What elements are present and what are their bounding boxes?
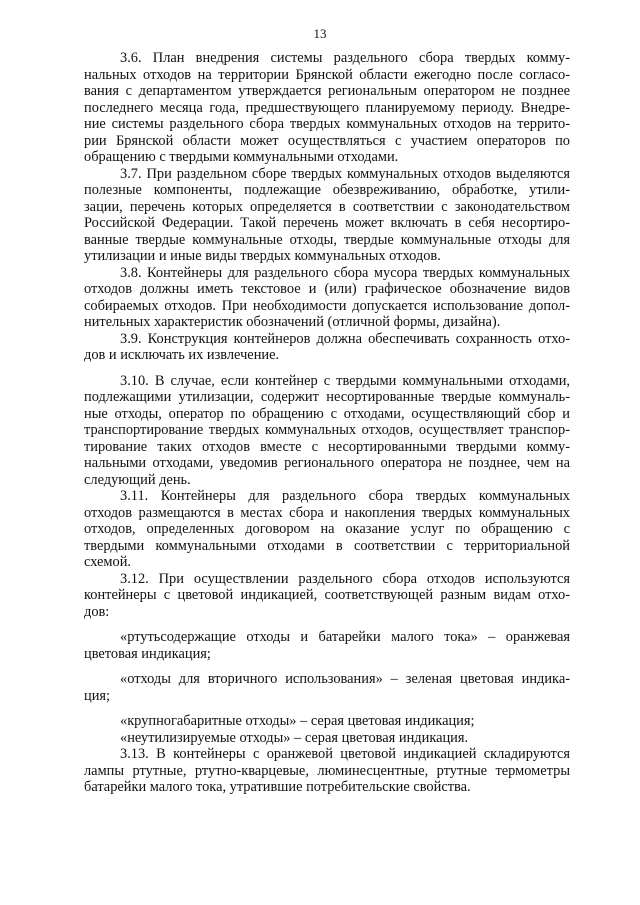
text-line: цветовая индикация;: [84, 645, 211, 662]
list-item: «крупногабаритные отходы» – серая цветовая индикация;: [120, 713, 475, 729]
text-line: нальными отходами, уведомив регионального оператора не позднее, чем на: [84, 455, 570, 471]
text-line: отходов, определенных договором на оказание услуг по обращению с: [84, 521, 570, 537]
text-line: ние системы раздельного сбора твердых коммунальных отходов на террито-: [84, 116, 570, 132]
text-line: батарейки малого тока, утратившие потребительские свойства.: [84, 779, 471, 795]
text-line: 3.13. В контейнеры с оранжевой цветовой индикацией складируются: [120, 746, 570, 762]
list-item: «отходы для вторичного использования» – зеленая цветовая индика-: [120, 671, 570, 687]
text-line: обращению с твердыми коммунальными отходами.: [84, 149, 399, 165]
text-line: отходов должны иметь текстовое и (или) графическое обозначение видов: [84, 281, 570, 297]
text-line: контейнеры с цветовой индикацией, соответствующей разным видам отхо-: [84, 587, 570, 603]
text-line: вания с департаментом утверждается региональным оператором не позднее: [84, 83, 570, 99]
list-item: «неутилизируемые отходы» – серая цветовая индикация.: [120, 729, 469, 746]
text-line: зации, перечень которых определяется в соответствии с законодательством: [84, 198, 570, 215]
list-item: «ртутьсодержащие отходы и батарейки малого тока» – оранжевая: [120, 629, 570, 645]
text-line: дов и исключать их извлечение.: [84, 347, 280, 363]
text-line: подлежащими утилизации, содержит несортированные твердые коммуналь-: [84, 389, 570, 405]
text-line: 3.6. План внедрения системы раздельного сбора твердых комму-: [120, 50, 570, 66]
text-line: 3.9. Конструкция контейнеров должна обеспечивать сохранность отхо-: [120, 330, 570, 347]
page-number: 13: [313, 26, 327, 41]
text-line: утилизации и иные виды твердых коммунальных отходов.: [84, 248, 441, 264]
text-line: 3.8. Контейнеры для раздельного сбора мусора твердых коммунальных: [120, 264, 570, 281]
text-line: 3.10. В случае, если контейнер с твердыми коммунальными отходами,: [120, 372, 570, 389]
text-line: 3.7. При раздельном сборе твердых коммунальных отходов выделяются: [120, 165, 570, 182]
text-line: лампы ртутные, ртутно-кварцевые, люминесцентные, ртутные термометры: [84, 762, 570, 779]
text-line: ванные твердые коммунальные отходы, твердые коммунальные отходы для: [84, 231, 570, 248]
text-line: дов:: [84, 603, 110, 620]
text-line: последнего месяца года, предшествующего планируемому периоду. Внедре-: [84, 99, 570, 116]
text-line: нальных отходов на территории Брянской области ежегодно после согласо-: [84, 66, 570, 83]
text-line: собираемых отходов. При необходимости допускается использование допол-: [84, 297, 570, 314]
text-line: твердыми коммунальными отходами в соответствии с территориальной: [84, 537, 570, 554]
text-line: ция;: [84, 687, 111, 704]
text-line: полезные компоненты, подлежащие обезвреживанию, обработке, утили-: [84, 182, 570, 198]
text-line: 3.12. При осуществлении раздельного сбора отходов используются: [120, 570, 570, 587]
text-line: отходов размещаются в местах сбора и накопления твердых коммунальных: [84, 504, 570, 521]
text-line: тирование таких отходов вместе с несортированными твердыми комму-: [84, 438, 570, 455]
text-line: нительных характеристик обозначений (отличной формы, дизайна).: [84, 314, 501, 330]
text-line: рии Брянской области может осуществляться с участием операторов по: [84, 132, 570, 149]
text-line: 3.11. Контейнеры для раздельного сбора твердых коммунальных: [120, 488, 570, 504]
text-line: следующий день.: [84, 471, 191, 488]
text-line: Российской Федерации. Такой перечень может включать в себя несортиро-: [84, 215, 570, 231]
text-line: транспортирование твердых коммунальных отходов, осуществляет транспор-: [84, 422, 570, 438]
text-line: схемой.: [84, 554, 132, 570]
document-body: [84, 50, 570, 796]
text-line: ные отходы, оператор по обращению с отходами, осуществляющий сбор и: [84, 405, 570, 422]
